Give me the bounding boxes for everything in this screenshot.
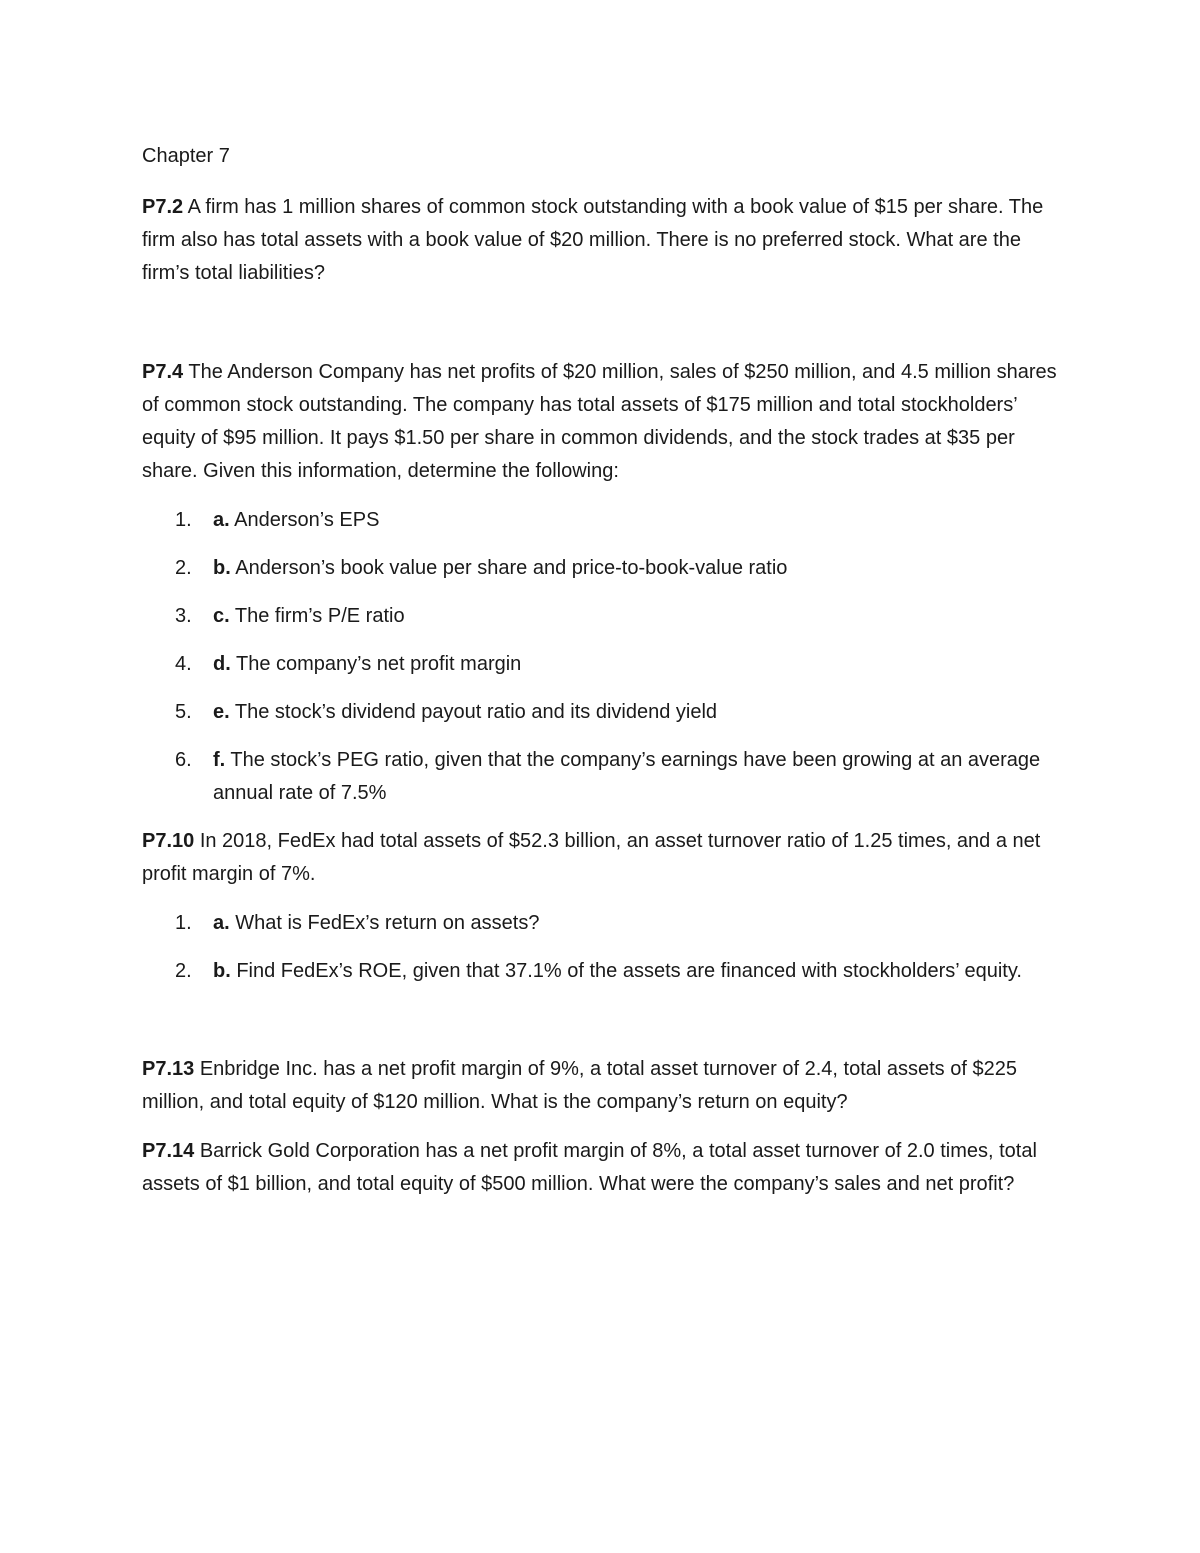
part-text: The company’s net profit margin [230, 653, 522, 675]
list-item [142, 696, 1062, 729]
part-text: Anderson’s book value per share and price-to-book-value ratio [230, 557, 788, 579]
list-number: 4. [175, 653, 192, 675]
list-number: 5. [175, 701, 192, 723]
problem-p7-10 [142, 825, 1062, 891]
problem-p7-2 [142, 191, 1062, 290]
problem-p7-14 [142, 1135, 1062, 1201]
problem-text: In 2018, FedEx had total assets of $52.3 billion, an asset turnover ratio of 1.25 times, and a net profit margin of 7%. [142, 830, 1041, 885]
problem-number: P7.10 [142, 830, 195, 852]
list-item [142, 955, 1062, 988]
part-text: What is FedEx’s return on assets? [229, 912, 540, 934]
list-item [142, 648, 1062, 681]
part-letter: f. [213, 749, 226, 771]
problem-number: P7.2 [142, 196, 184, 218]
list-number: 1. [175, 912, 192, 934]
problem-p7-10-parts [142, 907, 1062, 988]
problem-p7-4-parts [142, 504, 1062, 810]
part-letter: e. [213, 701, 230, 723]
part-letter: a. [213, 912, 230, 934]
problem-text: Barrick Gold Corporation has a net profit margin of 8%, a total asset turnover of 2.0 times, total assets of $1 billion, and total equity of $500 million. What were the company’s sales and net profit? [142, 1140, 1037, 1195]
document-page [142, 140, 1062, 1201]
problem-p7-13 [142, 1053, 1062, 1119]
problem-p7-4 [142, 356, 1062, 488]
list-item [142, 744, 1062, 810]
list-item [142, 552, 1062, 585]
list-number: 2. [175, 557, 192, 579]
list-number: 3. [175, 605, 192, 627]
list-number: 6. [175, 749, 192, 771]
part-text: The stock’s PEG ratio, given that the company’s earnings have been growing at an average annual rate of 7.5% [213, 749, 1041, 804]
part-letter: b. [213, 557, 231, 579]
part-text: The stock’s dividend payout ratio and its dividend yield [229, 701, 718, 723]
part-text: Find FedEx’s ROE, given that 37.1% of the assets are financed with stockholders’ equity. [230, 960, 1022, 982]
part-text: The firm’s P/E ratio [229, 605, 405, 627]
list-item [142, 907, 1062, 940]
chapter-title: Chapter 7 [142, 145, 230, 167]
list-number: 1. [175, 509, 192, 531]
part-letter: a. [213, 509, 230, 531]
part-letter: b. [213, 960, 231, 982]
problem-number: P7.13 [142, 1058, 195, 1080]
part-text: Anderson’s EPS [229, 509, 380, 531]
part-letter: c. [213, 605, 230, 627]
problem-number: P7.14 [142, 1140, 195, 1162]
list-item [142, 600, 1062, 633]
list-number: 2. [175, 960, 192, 982]
problem-number: P7.4 [142, 361, 184, 383]
problem-text: A firm has 1 million shares of common stock outstanding with a book value of $15 per share. The firm also has total assets with a book value of $20 million. There is no preferred stock. What are the firm’s total liabilities? [142, 196, 1044, 284]
problem-text: The Anderson Company has net profits of $20 million, sales of $250 million, and 4.5 million shares of common stock outstanding. The company has total assets of $175 million and total stockholders’ equity of $95 million. It pays $1.50 per share in common dividends, and the stock trades at $35 per share. Given this information, determine the following: [142, 361, 1057, 482]
part-letter: d. [213, 653, 231, 675]
problem-text: Enbridge Inc. has a net profit margin of 9%, a total asset turnover of 2.4, total assets of $225 million, and total equity of $120 million. What is the company’s return on equity? [142, 1058, 1017, 1113]
list-item [142, 504, 1062, 537]
